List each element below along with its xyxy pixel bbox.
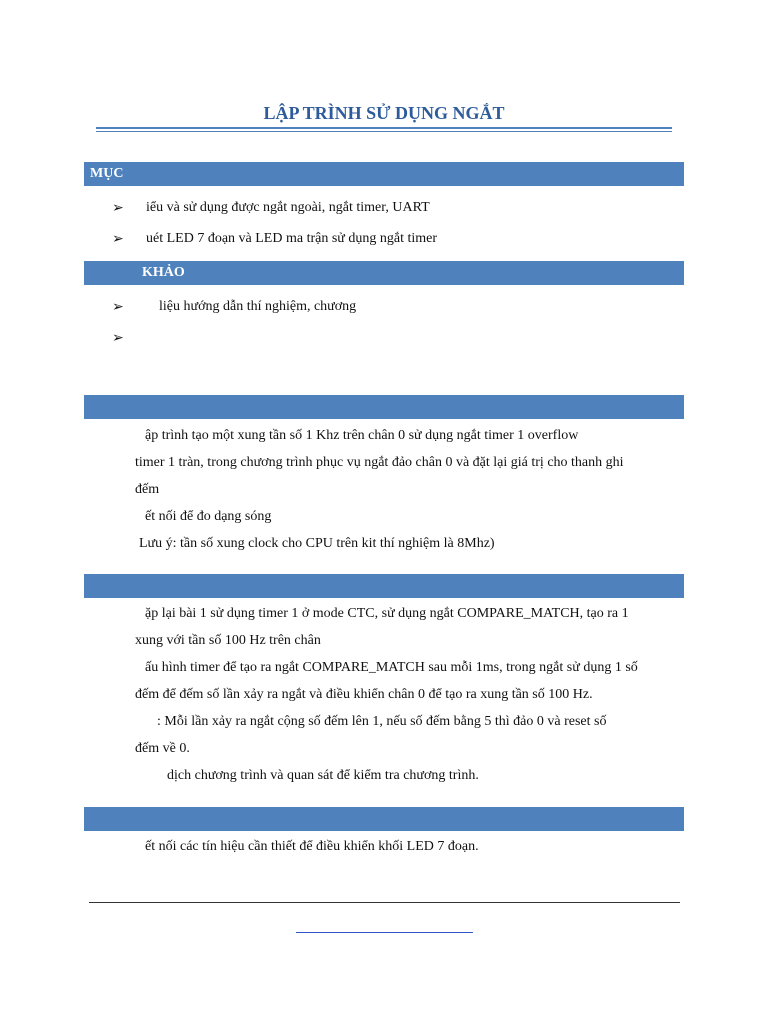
title-rule-thin (96, 131, 672, 132)
bullet-arrow-icon: ➢ (112, 300, 124, 315)
exercise-1-line-3: đếm (135, 482, 160, 497)
exercise-1-line-2: timer 1 tràn, trong chương trình phục vụ ngắt đảo chân 0 và đặt lại giá trị cho thanh ghi (135, 455, 624, 470)
section-heading-exercise-1 (84, 395, 684, 419)
footer-link[interactable] (296, 932, 473, 933)
exercise-1-note: Lưu ý: tần số xung clock cho CPU trên kit thí nghiệm là 8Mhz) (139, 536, 495, 551)
exercise-2-line-3: ấu hình timer để tạo ra ngắt COMPARE_MATCH sau mỗi 1ms, trong ngắt sử dụng 1 số (145, 660, 638, 675)
section-heading-khao: KHẢO (84, 261, 684, 285)
bullet-arrow-icon: ➢ (112, 331, 124, 346)
objective-item-2: uét LED 7 đoạn và LED ma trận sử dụng ngắt timer (146, 231, 438, 246)
bullet-arrow-icon: ➢ (112, 232, 124, 247)
footer-rule (89, 902, 680, 903)
reference-item-1: liệu hướng dẫn thí nghiệm, chương (159, 299, 357, 314)
section-heading-exercise-2 (84, 574, 684, 598)
exercise-3-line-1: ết nối các tín hiệu cần thiết để điều khiển khối LED 7 đoạn. (145, 839, 479, 854)
exercise-2-line-4: đếm để đếm số lần xảy ra ngắt và điều khiển chân 0 để tạo ra xung tần số 100 Hz. (135, 687, 593, 702)
exercise-2-line-6: đếm về 0. (135, 741, 190, 756)
exercise-2-line-7: dịch chương trình và quan sát để kiểm tra chương trình. (167, 768, 479, 783)
exercise-2-line-1: ặp lại bài 1 sử dụng timer 1 ở mode CTC, sử dụng ngắt COMPARE_MATCH, tạo ra 1 (145, 606, 629, 621)
section-heading-exercise-3 (84, 807, 684, 831)
page-title: LẬP TRÌNH SỬ DỤNG NGẮT (263, 103, 505, 123)
exercise-2-line-5: : Mỗi lần xảy ra ngắt cộng số đếm lên 1, nếu số đếm bằng 5 thì đảo 0 và reset số (157, 714, 607, 729)
exercise-1-line-1: ập trình tạo một xung tần số 1 Khz trên chân 0 sử dụng ngắt timer 1 overflow (145, 428, 579, 443)
section-heading-muc: MỤC (84, 162, 684, 186)
exercise-1-line-4: ết nối để đo dạng sóng (145, 509, 272, 524)
exercise-2-line-2: xung với tần số 100 Hz trên chân (135, 633, 321, 648)
objective-item-1: iểu và sử dụng được ngắt ngoài, ngắt timer, UART (146, 200, 430, 215)
bullet-arrow-icon: ➢ (112, 201, 124, 216)
title-rule-thick (96, 127, 672, 129)
